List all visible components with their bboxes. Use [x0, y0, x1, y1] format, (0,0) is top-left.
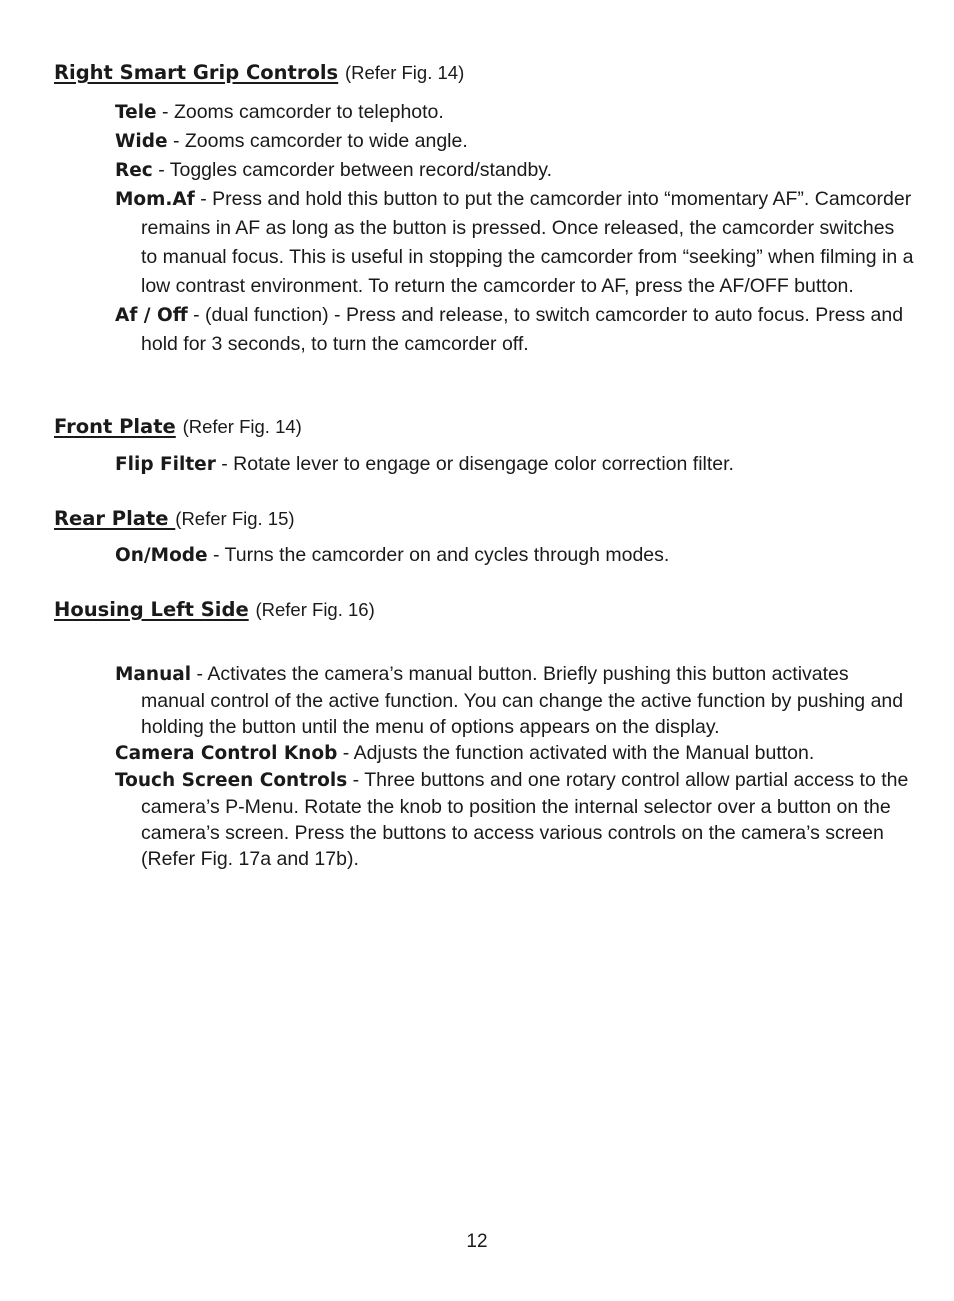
control-term: Touch Screen Controls — [115, 770, 348, 791]
control-list — [115, 661, 914, 872]
heading-title: Housing Left Side — [54, 598, 249, 621]
control-list — [115, 450, 914, 479]
page-number: 12 — [466, 1231, 488, 1252]
list-item-af-off — [115, 301, 914, 359]
heading-title: Front Plate — [54, 415, 176, 438]
control-description: - Turns the camcorder on and cycles through modes. — [213, 544, 670, 566]
section-right-smart-grip — [54, 60, 914, 359]
heading-figure-ref: (Refer Fig. 14) — [344, 62, 465, 83]
control-term: On/Mode — [115, 545, 208, 566]
control-list — [115, 98, 914, 359]
section-heading — [54, 60, 914, 86]
control-term: Flip Filter — [115, 454, 216, 475]
control-description: - (dual function) - Press and release, to switch camcorder to auto focus. Press and hold for 3 seconds, to turn the camcorder off. — [141, 304, 904, 355]
control-term: Camera Control Knob — [115, 743, 338, 764]
control-list — [115, 541, 914, 570]
section-housing-left-side — [54, 597, 914, 872]
heading-title: Rear Plate — [54, 507, 176, 530]
heading-figure-ref: (Refer Fig. 14) — [182, 416, 302, 437]
list-item-manual — [115, 661, 914, 740]
section-front-plate — [54, 414, 914, 479]
list-item-tele — [115, 98, 914, 127]
list-item-touch-screen-controls — [115, 767, 914, 872]
list-item-on-mode — [115, 541, 914, 570]
section-heading — [54, 414, 914, 440]
control-term: Af / Off — [115, 305, 188, 326]
control-description: - Toggles camcorder between record/standby. — [158, 159, 553, 181]
section-heading — [54, 506, 914, 532]
control-term: Wide — [115, 131, 168, 152]
control-description: - Rotate lever to engage or disengage color correction filter. — [221, 453, 734, 475]
heading-title: Right Smart Grip Controls — [54, 61, 339, 84]
control-term: Tele — [115, 102, 157, 123]
heading-figure-ref: (Refer Fig. 15) — [175, 508, 295, 529]
control-term: Mom.Af — [115, 189, 195, 210]
control-description: - Three buttons and one rotary control allow partial access to the camera’s P-Menu. Rotate the knob to position the internal selector over a button on the camera’s screen. Press the buttons to access various controls on the camera’s screen (Refer Fig. 17a and 17b). — [141, 769, 909, 870]
section-rear-plate — [54, 506, 914, 570]
list-item-mom-af — [115, 185, 914, 301]
heading-figure-ref: (Refer Fig. 16) — [255, 599, 375, 620]
control-description: - Activates the camera’s manual button. Briefly pushing this button activates manual control of the active function. You can change the active function by pushing and holding the button until the menu of options appears on the display. — [141, 663, 904, 738]
list-item-flip-filter — [115, 450, 914, 479]
control-description: - Zooms camcorder to wide angle. — [172, 130, 468, 152]
list-item-wide — [115, 127, 914, 156]
control-description: - Adjusts the function activated with the Manual button. — [342, 742, 815, 764]
list-item-rec — [115, 156, 914, 185]
control-description: - Press and hold this button to put the camcorder into “momentary AF”. Camcorder remains in AF as long as the button is pressed. Once released, the camcorder switches to manual focus. This is useful in stopping the camcorder from “seeking” when filming in a low contrast environment. To return the camcorder to AF, press the AF/OFF button. — [141, 188, 914, 297]
list-item-camera-control-knob — [115, 740, 914, 767]
section-heading — [54, 597, 914, 623]
control-term: Manual — [115, 664, 192, 685]
control-description: - Zooms camcorder to telephoto. — [162, 101, 444, 123]
control-term: Rec — [115, 160, 153, 181]
